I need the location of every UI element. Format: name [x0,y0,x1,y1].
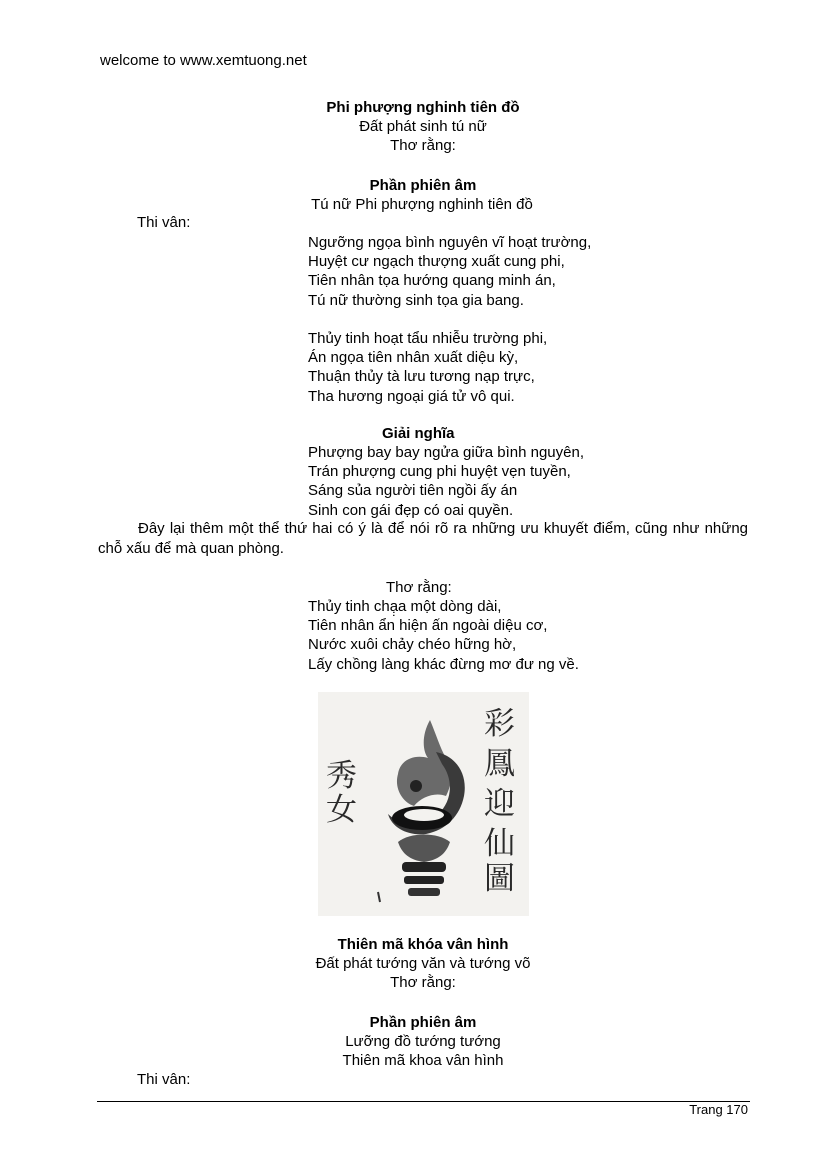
verse-line: Tha hương ngoại giá tử vô qui. [308,387,515,405]
verse-line: Huyệt cư ngạch thượng xuất cung phi, [308,253,565,271]
poem-intro-2: Thơ rằng: [386,579,452,596]
verse-line: Thủy tinh chạ̣a một dòng dài, [308,598,502,615]
meaning-heading: Giải nghĩa [382,425,455,442]
stanza-two [308,329,547,406]
stanza-one [308,233,591,310]
verse-line: Lấy chồng làng khác đừng mơ đư ng về. [308,655,579,673]
section2-transliteration-heading: Phần phiên âm [369,1014,477,1031]
section2-line-2: Thiên mã khoa vân hình [342,1052,504,1069]
verse-line: Tiên nhân ẩn hiện ấn ngoài diệu cơ, [308,617,548,635]
verse-line: Sáng sủa người tiên ngồi ấy án [308,482,518,500]
phoenix-figure-shape [378,720,465,902]
verse-line: Án ngọa tiên nhân xuất diệu kỳ, [308,349,519,367]
glyph-phuong: 鳳 [484,746,515,782]
verse-line: Tú nữ thường sinh tọa gia bang. [308,291,524,309]
section2-subtitle: Đất phát tướng văn và tướng võ [315,955,531,972]
transliteration-heading: Phần phiên âm [369,177,477,194]
section-subtitle: Đất phát sinh tú nữ [359,118,487,135]
verse-line: Trán phượng cung phi huyệt vẹn tuyền, [308,463,571,481]
footer-divider [97,1101,750,1102]
meaning-verse [308,443,584,520]
glyph-nu: 女 [326,792,357,828]
section2-poem-intro: Thơ rằng: [390,974,456,991]
glyph-tu: 秀 [326,758,357,794]
glyph-tien: 仙 [484,826,515,862]
phoenix-illustration [318,692,529,916]
section2-thi-van-label: Thi vân: [137,1071,191,1088]
glyph-cai: 彩 [484,706,515,742]
glyph-nghinh: 迎 [484,786,515,822]
page-number: Trang 170 [689,1102,748,1117]
glyph-do: 圖 [484,861,515,897]
section-title: Phi phượng nghinh tiên đồ [326,99,520,116]
verse-line: Sinh con gái đẹp có oai quyền. [308,501,514,519]
verse-line: Tiên nhân tọa hướng quang minh án, [308,272,556,290]
verse-line: Ngưỡng ngọa bình nguyên vĩ hoạt trường, [308,234,592,251]
verse-line: Thuận thủy tà lưu tương nạp trực, [308,368,535,386]
thi-van-label: Thi vân: [137,214,191,231]
phoenix-drawing [318,692,529,916]
poem-two [308,597,579,674]
transliteration-title: Tú nữ Phi phượng nghinh tiên đồ [311,196,533,213]
section2-line-1: Lưỡng đồ tướng tướng [345,1033,501,1050]
explanation-paragraph: Đây lại thêm một thể thứ hai có ý là để nói rõ ra những ưu khuyết điểm, cũng như những chỗ xấu để mà quan phòng. [98,520,748,557]
verse-line: Phượng bay bay ngửa giữa bình nguyên, [308,444,584,461]
site-header: welcome to www.xemtuong.net [100,52,307,69]
poem-intro: Thơ rằng: [390,137,456,154]
section2-title: Thiên mã khóa vân hình [337,936,509,953]
verse-line: Nước xuôi chảy chéo hững hờ, [308,636,517,654]
verse-line: Thủy tinh hoạt tẩu nhiễu trường phi, [308,330,548,347]
